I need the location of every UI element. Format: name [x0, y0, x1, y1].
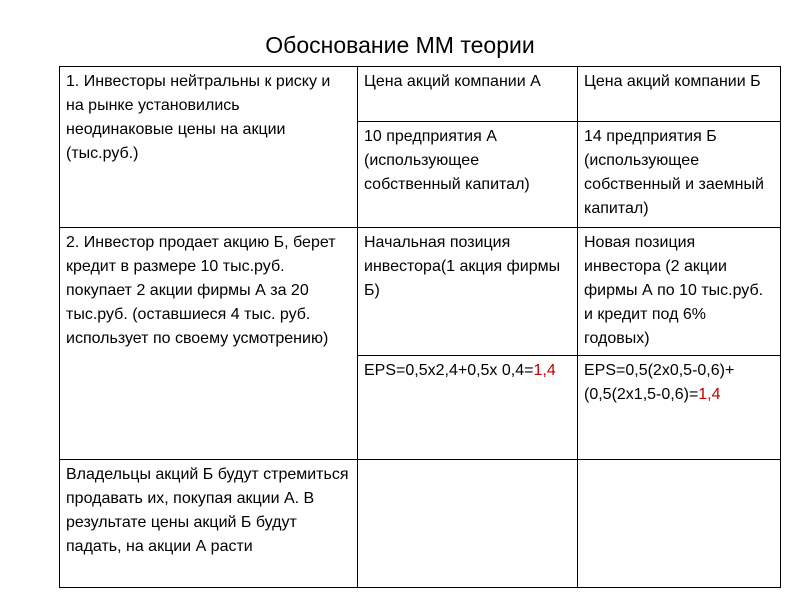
- table-row: [60, 460, 781, 588]
- initial-position-text: Начальная позиция инвестора(1 акция фирмы Б): [364, 234, 561, 299]
- page-title: Обоснование ММ теории: [265, 32, 535, 58]
- table-cell-empty: [358, 460, 578, 588]
- eps-initial-formula: EPS=0,5x2,4+0,5x 0,4=: [364, 362, 534, 379]
- price-a-value: 10 предприятия А (использующее собственный капитал): [364, 128, 530, 193]
- table-cell-header-a: [358, 67, 578, 122]
- table-cell-new-position: [578, 228, 781, 356]
- table-row: [60, 228, 781, 356]
- eps-new-result: 1,4: [698, 386, 721, 403]
- table-cell-eps-initial: [358, 356, 578, 460]
- table-row: [60, 67, 781, 122]
- eps-new-formula: EPS=0,5(2x0,5-0,6)+(0,5(2x1,5-0,6)=: [584, 362, 735, 403]
- table-cell-step1: [60, 67, 358, 228]
- table-cell-conclusion: [60, 460, 358, 588]
- new-position-text: Новая позиция инвестора (2 акции фирмы А по 10 тыс.руб. и кредит под 6% годовых): [584, 234, 764, 347]
- table-cell-value-b: [578, 122, 781, 228]
- price-b-value: 14 предприятия Б (использующее собственный и заемный капитал): [584, 128, 764, 217]
- step2-text: 2. Инвестор продает акцию Б, берет кредит в размере 10 тыс.руб. покупает 2 акции фирмы А за 20 тыс.руб. (оставшиеся 4 тыс. руб. использует по своему усмотрению): [66, 234, 336, 347]
- table-cell-initial-position: [358, 228, 578, 356]
- price-a-header: Цена акций компании А: [364, 73, 541, 90]
- eps-initial-result: 1,4: [533, 362, 556, 379]
- table-cell-step2: [60, 228, 358, 460]
- table-cell-header-b: [578, 67, 781, 122]
- mm-theory-table: [59, 66, 781, 588]
- step1-text: 1. Инвесторы нейтральны к риску и на рынке установились неодинаковые цены на акции (тыс.руб.): [66, 73, 331, 162]
- price-b-header: Цена акций компании Б: [584, 73, 761, 90]
- table-cell-eps-new: [578, 356, 781, 460]
- table-cell-empty: [578, 460, 781, 588]
- conclusion-text: Владельцы акций Б будут стремиться продавать их, покупая акции А. В результате цены акций Б будут падать, на акции А расти: [66, 466, 349, 555]
- table-cell-value-a: [358, 122, 578, 228]
